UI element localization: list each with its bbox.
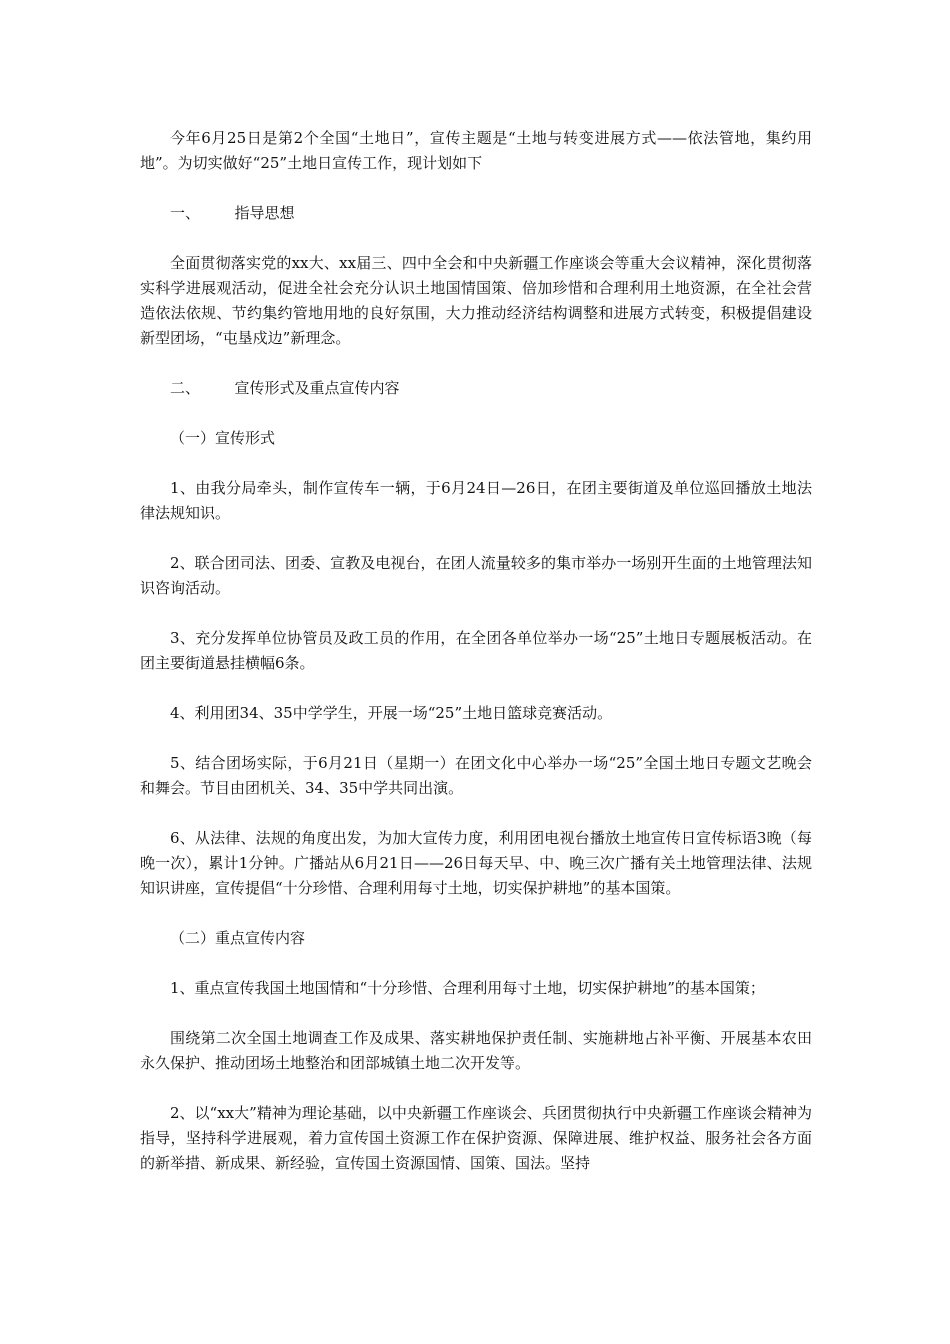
form-item-paragraph: 2、联合团司法、团委、宣教及电视台，在团人流量较多的集市举办一场别开生面的土地管理法知识咨询活动。 bbox=[140, 554, 812, 597]
form-item-paragraph: 6、从法律、法规的角度出发，为加大宣传力度，利用团电视台播放土地宣传日宣传标语3晚（每晚一次），累计1分钟。广播站从6月21日——26日每天早、中、晚三次广播有关土地管理法律、法规知识讲座，宣传提倡“十分珍惜、合理利用每寸土地，切实保护耕地”的基本国策。 bbox=[140, 829, 812, 897]
guiding-paragraph: 全面贯彻落实党的xx大、xx届三、四中全会和中央新疆工作座谈会等重大会议精神，深化贯彻落实科学进展观活动，促进全社会充分认识土地国情国策、倍加珍惜和合理利用土地资源，在全社会营造依法依规、节约集约管地用地的良好氛围，大力推动经济结构调整和进展方式转变，积极提倡建设新型团场，“屯垦戍边”新理念。 bbox=[140, 254, 812, 347]
section-title: 指导思想 bbox=[234, 204, 295, 222]
form-item-paragraph: 1、由我分局牵头，制作宣传车一辆，于6月24日—26日，在团主要街道及单位巡回播放土地法律法规知识。 bbox=[140, 479, 812, 522]
content-item-paragraph: 2、以“xx大”精神为理论基础，以中央新疆工作座谈会、兵团贯彻执行中央新疆工作座谈会精神为指导，坚持科学进展观，着力宣传国土资源工作在保护资源、保障进展、维护权益、服务社会各方面的新举措、新成果、新经验，宣传国土资源国情、国策、国法。坚持 bbox=[140, 1104, 812, 1172]
form-item-paragraph: 5、结合团场实际，于6月21日（星期一）在团文化中心举办一场“25”全国土地日专题文艺晚会和舞会。节目由团机关、34、35中学共同出演。 bbox=[140, 754, 812, 797]
form-item-paragraph: 3、充分发挥单位协管员及政工员的作用，在全团各单位举办一场“25”土地日专题展板活动。在团主要街道悬挂横幅6条。 bbox=[140, 629, 812, 672]
section-number: 二、 bbox=[170, 379, 201, 397]
document-body bbox=[140, 126, 812, 1201]
subsection-heading-forms: （一）宣传形式 bbox=[170, 429, 276, 447]
section-number: 一、 bbox=[170, 204, 201, 222]
section-title: 宣传形式及重点宣传内容 bbox=[234, 379, 400, 397]
intro-paragraph: 今年6月25日是第2个全国“土地日”，宣传主题是“土地与转变进展方式——依法管地，集约用地”。为切实做好“25”土地日宣传工作，现计划如下 bbox=[140, 129, 812, 172]
form-item-paragraph: 4、利用团34、35中学学生，开展一场“25”土地日篮球竞赛活动。 bbox=[170, 704, 613, 722]
section-heading-guiding bbox=[140, 201, 812, 226]
section-heading-forms bbox=[140, 376, 812, 401]
content-item-paragraph: 1、重点宣传我国土地国情和“十分珍惜、合理利用每寸土地，切实保护耕地”的基本国策； bbox=[170, 979, 765, 997]
subsection-heading-contents: （二）重点宣传内容 bbox=[170, 929, 306, 947]
content-item-paragraph: 围绕第二次全国土地调查工作及成果、落实耕地保护责任制、实施耕地占补平衡、开展基本农田永久保护、推动团场土地整治和团部城镇土地二次开发等。 bbox=[140, 1029, 812, 1072]
